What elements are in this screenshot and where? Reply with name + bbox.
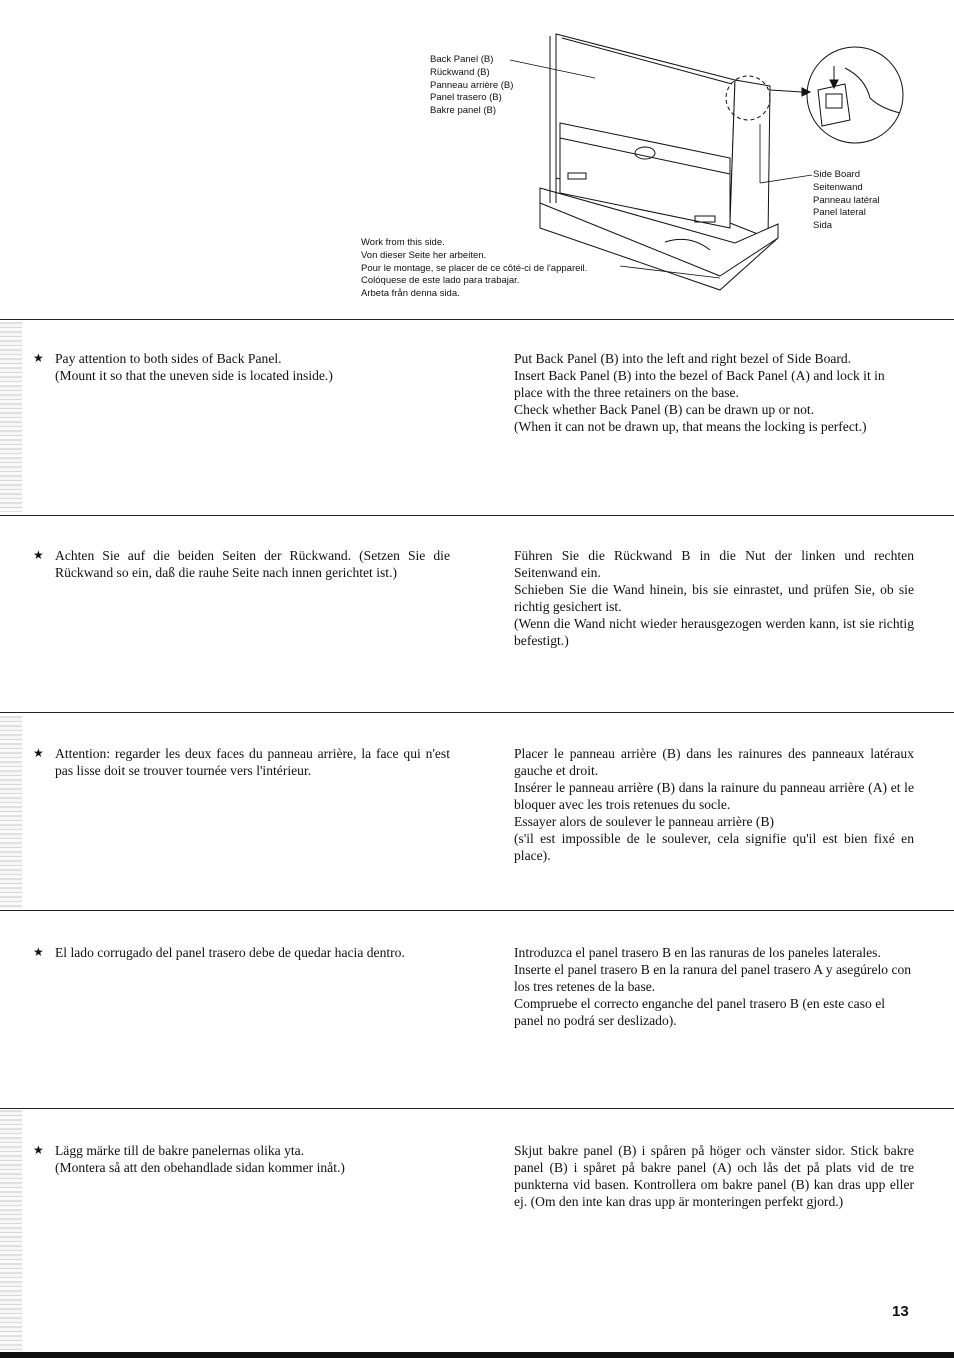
scan-margin-noise xyxy=(0,1110,22,1350)
instruction-line: Insert Back Panel (B) into the bezel of Back Panel (A) and lock it in place with the three retainers on the base. xyxy=(514,368,885,400)
star-icon: ★ xyxy=(33,1143,44,1157)
note-line: Attention: regarder les deux faces du panneau arrière, la face qui n'est pas lisse doit se trouver tournée vers l'intérieur. xyxy=(55,746,450,778)
back-panel-label-sv: Bakre panel (B) xyxy=(430,105,497,117)
side-board-label-es: Panel lateral xyxy=(813,207,866,219)
instruction-line: Skjut bakre panel (B) i spåren på höger och vänster sidor. Stick bakre panel (B) i spåret på bakre panel (A) och lås det på plats vid de tre punkterna vid basen. Kontrollera om bakre panel (B) kan dras upp eller ej. (Om den inte kan dras upp är monteringen perfekt gjord.) xyxy=(514,1143,914,1209)
side-board-label-en: Side Board xyxy=(813,169,861,180)
instruction-line: (s'il est impossible de le soulever, cela signifie qu'il est bien fixé en place). xyxy=(514,831,914,863)
instruction-column xyxy=(514,745,914,864)
instruction-column xyxy=(514,350,914,435)
bottom-edge-bar xyxy=(0,1352,954,1358)
work-side-label-sv: Arbeta från denna sida. xyxy=(361,288,460,300)
star-icon: ★ xyxy=(33,746,44,760)
assembly-figure xyxy=(340,28,940,308)
note-column xyxy=(33,547,450,581)
side-board-label-sv: Sida xyxy=(813,220,833,232)
star-icon: ★ xyxy=(33,548,44,562)
note-line: Achten Sie auf die beiden Seiten der Rückwand. (Setzen Sie die Rückwand so ein, daß die rauhe Seite nach innen gerichtet ist.) xyxy=(55,548,450,580)
note-line: Lägg märke till de bakre panelernas olika yta. xyxy=(55,1143,305,1158)
section-divider xyxy=(0,712,954,713)
section-divider xyxy=(0,1108,954,1109)
work-side-label-fr: Pour le montage, se placer de ce côté-ci de l'appareil. xyxy=(361,262,588,274)
scan-margin-noise xyxy=(0,716,22,908)
back-panel-label-es: Panel trasero (B) xyxy=(430,92,502,104)
note-line: (Montera så att den obehandlade sidan kommer inåt.) xyxy=(55,1160,345,1175)
instruction-line: Placer le panneau arrière (B) dans les rainures des panneaux latéraux gauche et droit. xyxy=(514,746,914,778)
instruction-line: Introduzca el panel trasero B en las ranuras de los paneles laterales. xyxy=(514,945,881,960)
back-panel-label-fr: Panneau arrière (B) xyxy=(430,79,514,91)
section-divider xyxy=(0,910,954,911)
instruction-column xyxy=(514,1142,914,1210)
instruction-line: (Wenn die Wand nicht wieder herausgezogen werden kann, ist sie richtig befestigt.) xyxy=(514,616,914,648)
side-board-label xyxy=(813,169,880,233)
instruction-line: Schieben Sie die Wand hinein, bis sie einrastet, und prüfen Sie, ob sie richtig gesichert ist. xyxy=(514,582,914,614)
section-divider xyxy=(0,515,954,516)
instruction-line: Compruebe el correcto enganche del panel trasero B (en este caso el panel no podrá ser deslizado). xyxy=(514,996,886,1028)
instruction-line: Check whether Back Panel (B) can be drawn up or not. xyxy=(514,402,815,417)
star-icon: ★ xyxy=(33,945,44,959)
instruction-column xyxy=(514,944,914,1029)
section-divider xyxy=(0,319,954,320)
instruction-column xyxy=(514,547,914,649)
side-board-label-fr: Panneau latéral xyxy=(813,194,880,206)
note-line: (Mount it so that the uneven side is located inside.) xyxy=(55,368,333,383)
note-column xyxy=(33,944,450,961)
work-side-label-de: Von dieser Seite her arbeiten. xyxy=(361,249,487,261)
note-line: Pay attention to both sides of Back Panel. xyxy=(55,351,282,366)
instruction-line: Inserte el panel trasero B en la ranura del panel trasero A y asegúrelo con los tres retenes de la base. xyxy=(514,962,912,994)
instruction-line: Führen Sie die Rückwand B in die Nut der linken und rechten Seitenwand ein. xyxy=(514,548,914,580)
instruction-line: Insérer le panneau arrière (B) dans la rainure du panneau arrière (A) et le bloquer avec les trois retenues du socle. xyxy=(514,780,914,812)
note-column xyxy=(33,1142,450,1176)
back-panel-label-de: Rückwand (B) xyxy=(430,66,490,78)
note-line: El lado corrugado del panel trasero debe de quedar hacia dentro. xyxy=(55,945,405,960)
instruction-line: Essayer alors de soulever le panneau arrière (B) xyxy=(514,814,775,829)
back-panel-label xyxy=(430,54,513,118)
work-side-label-en: Work from this side. xyxy=(361,237,445,248)
work-side-label xyxy=(361,237,587,301)
page-number: 13 xyxy=(892,1303,909,1320)
instruction-line: Put Back Panel (B) into the left and right bezel of Side Board. xyxy=(514,351,852,366)
star-icon: ★ xyxy=(33,351,44,365)
work-side-label-es: Colóquese de este lado para trabajar. xyxy=(361,275,520,287)
note-column xyxy=(33,350,450,384)
instruction-line: (When it can not be drawn up, that means the locking is perfect.) xyxy=(514,419,867,434)
side-board-label-de: Seitenwand xyxy=(813,181,863,193)
note-column xyxy=(33,745,450,779)
back-panel-label-en: Back Panel (B) xyxy=(430,54,494,65)
scan-margin-noise xyxy=(0,322,22,512)
